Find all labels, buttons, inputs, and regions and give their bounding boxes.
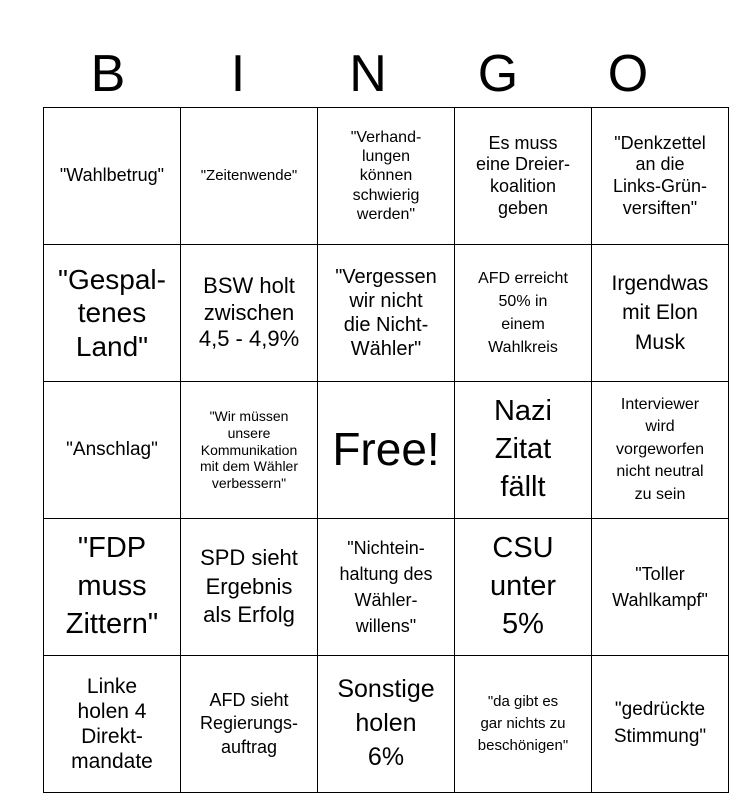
header-letter-b: B [90, 45, 126, 103]
bingo-cell[interactable] [592, 519, 729, 656]
cell-text: "Denkzettel an die Links-Grün- versiften" [612, 132, 708, 218]
cell-text: "da gibt es gar nichts zu beschönigen" [477, 693, 569, 754]
bingo-cell[interactable] [44, 382, 181, 519]
bingo-cell[interactable] [592, 108, 729, 245]
bingo-row [44, 519, 729, 656]
cell-text: "Vergessen wir nicht die Nicht- Wähler" [335, 266, 437, 360]
cell-text: Interviewer wird vorgeworfen nicht neutral zu sein [615, 396, 705, 503]
bingo-cell[interactable] [181, 382, 318, 519]
bingo-cell[interactable] [455, 108, 592, 245]
bingo-cell[interactable] [592, 245, 729, 382]
bingo-cell[interactable] [44, 108, 181, 245]
cell-text: AFD erreicht 50% in einem Wahlkreis [478, 269, 568, 357]
bingo-cell[interactable] [181, 245, 318, 382]
header-letter-o: O [607, 45, 649, 103]
cell-text: Nazi Zitat fällt [493, 395, 552, 503]
bingo-row [44, 108, 729, 245]
bingo-cell[interactable] [181, 108, 318, 245]
cell-text: AFD sieht Regierungs- auftrag [199, 689, 299, 757]
bingo-cell[interactable] [592, 382, 729, 519]
cell-text: Sonstige holen 6% [337, 675, 435, 771]
cell-text: "Zeitenwende" [200, 167, 298, 184]
bingo-cell[interactable] [455, 382, 592, 519]
bingo-cell[interactable] [318, 519, 455, 656]
bingo-row [44, 382, 729, 519]
bingo-row [44, 656, 729, 793]
header-letter-i: I [230, 45, 246, 103]
bingo-cell[interactable] [318, 108, 455, 245]
cell-text: "Gespal- tenes Land" [58, 264, 166, 362]
bingo-header [43, 44, 693, 104]
bingo-cell[interactable] [44, 519, 181, 656]
bingo-row [44, 245, 729, 382]
cell-text: Irgendwas mit Elon Musk [611, 271, 709, 354]
cell-text: "Nichtein- haltung des Wähler- willens" [339, 537, 433, 637]
cell-text: "Toller Wahlkampf" [612, 563, 708, 610]
cell-text: "Wir müssen unsere Kommunikation mit dem Wähler verbessern" [199, 408, 299, 492]
bingo-grid [43, 107, 729, 793]
bingo-cell[interactable] [44, 656, 181, 793]
cell-text: "Verhand- lungen können schwierig werden" [350, 129, 422, 223]
cell-text: "FDP muss Zittern" [65, 532, 159, 640]
bingo-free-space[interactable] [318, 382, 455, 519]
bingo-cell[interactable] [44, 245, 181, 382]
cell-text: SPD sieht Ergebnis als Erfolg [200, 545, 298, 628]
bingo-cell[interactable] [181, 519, 318, 656]
cell-text: Linke holen 4 Direkt- mandate [71, 674, 153, 774]
bingo-cell[interactable] [455, 656, 592, 793]
cell-text: BSW holt zwischen 4,5 - 4,9% [198, 273, 300, 352]
cell-text: Es muss eine Dreier- koalition geben [475, 132, 571, 218]
bingo-cell[interactable] [592, 656, 729, 793]
cell-text: "gedrückte Stimmung" [613, 699, 707, 747]
bingo-cell[interactable] [455, 245, 592, 382]
free-space-label: Free! [332, 423, 440, 476]
cell-text: CSU unter 5% [489, 532, 557, 640]
bingo-cell[interactable] [181, 656, 318, 793]
header-letter-n: N [349, 45, 387, 103]
cell-text: "Anschlag" [66, 438, 158, 460]
header-letter-g: G [477, 45, 519, 103]
bingo-cell[interactable] [455, 519, 592, 656]
bingo-cell[interactable] [318, 656, 455, 793]
cell-text: "Wahlbetrug" [59, 165, 165, 186]
bingo-cell[interactable] [318, 245, 455, 382]
